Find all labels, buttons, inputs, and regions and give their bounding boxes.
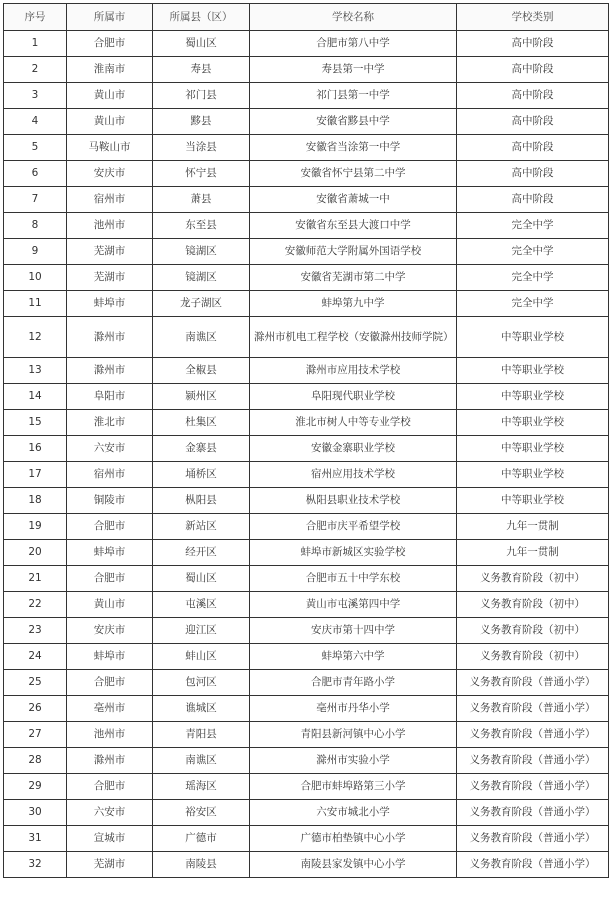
cell-type: 义务教育阶段（普通小学） [457,748,609,774]
cell-county: 经开区 [153,540,250,566]
cell-city: 芜湖市 [67,239,153,265]
cell-school: 安庆市第十四中学 [250,618,457,644]
cell-city: 滁州市 [67,748,153,774]
cell-school: 枞阳县职业技术学校 [250,488,457,514]
cell-type: 完全中学 [457,265,609,291]
table-header [4,4,609,31]
cell-school: 蚌埠第九中学 [250,291,457,317]
cell-no: 32 [4,852,67,878]
cell-school: 合肥市蚌埠路第三小学 [250,774,457,800]
cell-type: 义务教育阶段（普通小学） [457,852,609,878]
cell-county: 蚌山区 [153,644,250,670]
cell-school: 南陵县家发镇中心小学 [250,852,457,878]
table-row [4,514,609,540]
cell-no: 28 [4,748,67,774]
table-row [4,265,609,291]
table-row [4,696,609,722]
cell-county: 蜀山区 [153,31,250,57]
cell-city: 六安市 [67,436,153,462]
cell-city: 芜湖市 [67,852,153,878]
cell-county: 南陵县 [153,852,250,878]
cell-type: 完全中学 [457,213,609,239]
cell-city: 池州市 [67,722,153,748]
cell-no: 1 [4,31,67,57]
cell-type: 义务教育阶段（初中） [457,566,609,592]
cell-type: 中等职业学校 [457,384,609,410]
cell-school: 安徽省萧城一中 [250,187,457,213]
cell-school: 淮北市树人中等专业学校 [250,410,457,436]
cell-city: 蚌埠市 [67,291,153,317]
cell-county: 埇桥区 [153,462,250,488]
cell-no: 10 [4,265,67,291]
cell-school: 青阳县新河镇中心小学 [250,722,457,748]
cell-type: 完全中学 [457,291,609,317]
cell-city: 合肥市 [67,670,153,696]
cell-type: 中等职业学校 [457,410,609,436]
cell-type: 高中阶段 [457,109,609,135]
table-row [4,109,609,135]
table-row [4,83,609,109]
table-row [4,748,609,774]
cell-no: 25 [4,670,67,696]
cell-type: 义务教育阶段（初中） [457,644,609,670]
table-row [4,670,609,696]
cell-no: 23 [4,618,67,644]
cell-school: 阜阳现代职业学校 [250,384,457,410]
cell-school: 六安市城北小学 [250,800,457,826]
cell-school: 合肥市五十中学东校 [250,566,457,592]
table-row [4,187,609,213]
cell-no: 8 [4,213,67,239]
cell-school: 安徽省芜湖市第二中学 [250,265,457,291]
cell-city: 淮北市 [67,410,153,436]
table-body [4,31,609,878]
cell-city: 蚌埠市 [67,644,153,670]
cell-school: 滁州市应用技术学校 [250,358,457,384]
cell-type: 高中阶段 [457,83,609,109]
cell-type: 义务教育阶段（初中） [457,618,609,644]
cell-no: 27 [4,722,67,748]
table-row [4,644,609,670]
cell-type: 高中阶段 [457,187,609,213]
cell-no: 2 [4,57,67,83]
cell-no: 13 [4,358,67,384]
cell-type: 九年一贯制 [457,514,609,540]
cell-county: 镜湖区 [153,265,250,291]
cell-no: 14 [4,384,67,410]
table-row [4,566,609,592]
cell-county: 金寨县 [153,436,250,462]
cell-no: 30 [4,800,67,826]
cell-city: 亳州市 [67,696,153,722]
table-row [4,592,609,618]
cell-no: 18 [4,488,67,514]
cell-type: 义务教育阶段（普通小学） [457,800,609,826]
table-row [4,618,609,644]
cell-school: 滁州市机电工程学校（安徽滁州技师学院） [250,317,457,358]
cell-type: 九年一贯制 [457,540,609,566]
cell-county: 东至县 [153,213,250,239]
cell-type: 义务教育阶段（普通小学） [457,826,609,852]
cell-type: 中等职业学校 [457,436,609,462]
cell-type: 中等职业学校 [457,358,609,384]
table-row [4,57,609,83]
cell-school: 寿县第一中学 [250,57,457,83]
table-row [4,800,609,826]
cell-school: 安徽师范大学附属外国语学校 [250,239,457,265]
cell-county: 黟县 [153,109,250,135]
table-row [4,722,609,748]
cell-city: 宿州市 [67,462,153,488]
cell-city: 马鞍山市 [67,135,153,161]
cell-no: 26 [4,696,67,722]
table-row [4,852,609,878]
cell-no: 7 [4,187,67,213]
column-header-no: 序号 [4,4,67,31]
cell-county: 瑶海区 [153,774,250,800]
cell-school: 合肥市青年路小学 [250,670,457,696]
cell-no: 15 [4,410,67,436]
cell-city: 滁州市 [67,358,153,384]
cell-county: 枞阳县 [153,488,250,514]
cell-county: 新站区 [153,514,250,540]
cell-county: 广德市 [153,826,250,852]
cell-city: 池州市 [67,213,153,239]
cell-county: 南谯区 [153,317,250,358]
table-row [4,436,609,462]
table-row [4,488,609,514]
cell-city: 安庆市 [67,161,153,187]
table-row [4,826,609,852]
cell-no: 12 [4,317,67,358]
cell-city: 阜阳市 [67,384,153,410]
cell-county: 迎江区 [153,618,250,644]
cell-no: 5 [4,135,67,161]
cell-county: 杜集区 [153,410,250,436]
cell-school: 合肥市庆平希望学校 [250,514,457,540]
cell-school: 祁门县第一中学 [250,83,457,109]
cell-no: 29 [4,774,67,800]
cell-school: 蚌埠第六中学 [250,644,457,670]
cell-county: 裕安区 [153,800,250,826]
cell-city: 黄山市 [67,592,153,618]
table-row [4,384,609,410]
cell-no: 17 [4,462,67,488]
cell-county: 萧县 [153,187,250,213]
column-header-county: 所属县（区） [153,4,250,31]
table-row [4,358,609,384]
cell-type: 义务教育阶段（普通小学） [457,696,609,722]
cell-no: 3 [4,83,67,109]
cell-school: 滁州市实验小学 [250,748,457,774]
cell-county: 谯城区 [153,696,250,722]
cell-school: 广德市柏垫镇中心小学 [250,826,457,852]
cell-city: 蚌埠市 [67,540,153,566]
cell-type: 义务教育阶段（初中） [457,592,609,618]
cell-type: 中等职业学校 [457,462,609,488]
cell-type: 义务教育阶段（普通小学） [457,774,609,800]
column-header-school: 学校名称 [250,4,457,31]
cell-school: 黄山市屯溪第四中学 [250,592,457,618]
cell-no: 31 [4,826,67,852]
cell-type: 中等职业学校 [457,317,609,358]
cell-county: 南谯区 [153,748,250,774]
table-row [4,213,609,239]
cell-county: 蜀山区 [153,566,250,592]
cell-city: 宿州市 [67,187,153,213]
cell-no: 24 [4,644,67,670]
cell-county: 祁门县 [153,83,250,109]
cell-county: 包河区 [153,670,250,696]
cell-school: 安徽省当涂第一中学 [250,135,457,161]
cell-school: 亳州市丹华小学 [250,696,457,722]
cell-city: 合肥市 [67,774,153,800]
cell-city: 宣城市 [67,826,153,852]
header-row [4,4,609,31]
table-row [4,774,609,800]
cell-school: 合肥市第八中学 [250,31,457,57]
cell-school: 蚌埠市新城区实验学校 [250,540,457,566]
cell-no: 22 [4,592,67,618]
column-header-type: 学校类别 [457,4,609,31]
cell-city: 合肥市 [67,514,153,540]
cell-type: 义务教育阶段（普通小学） [457,722,609,748]
cell-type: 高中阶段 [457,31,609,57]
table-row [4,462,609,488]
cell-no: 19 [4,514,67,540]
column-header-city: 所属市 [67,4,153,31]
cell-school: 安徽省黟县中学 [250,109,457,135]
cell-city: 滁州市 [67,317,153,358]
cell-city: 安庆市 [67,618,153,644]
table-row [4,31,609,57]
cell-county: 全椒县 [153,358,250,384]
cell-no: 16 [4,436,67,462]
cell-county: 寿县 [153,57,250,83]
cell-county: 镜湖区 [153,239,250,265]
cell-type: 完全中学 [457,239,609,265]
cell-no: 4 [4,109,67,135]
table-row [4,239,609,265]
cell-type: 高中阶段 [457,135,609,161]
school-list-table [3,3,609,878]
table-row [4,410,609,436]
table-row [4,317,609,358]
table-row [4,135,609,161]
table-row [4,291,609,317]
cell-type: 中等职业学校 [457,488,609,514]
cell-county: 青阳县 [153,722,250,748]
cell-school: 安徽省东至县大渡口中学 [250,213,457,239]
cell-no: 20 [4,540,67,566]
cell-city: 铜陵市 [67,488,153,514]
cell-county: 颍州区 [153,384,250,410]
cell-city: 合肥市 [67,31,153,57]
cell-no: 21 [4,566,67,592]
cell-city: 淮南市 [67,57,153,83]
cell-city: 黄山市 [67,109,153,135]
cell-county: 当涂县 [153,135,250,161]
cell-no: 9 [4,239,67,265]
cell-county: 怀宁县 [153,161,250,187]
cell-city: 黄山市 [67,83,153,109]
cell-type: 高中阶段 [457,57,609,83]
cell-school: 宿州应用技术学校 [250,462,457,488]
cell-type: 义务教育阶段（普通小学） [457,670,609,696]
cell-city: 芜湖市 [67,265,153,291]
table-row [4,161,609,187]
cell-no: 11 [4,291,67,317]
table-row [4,540,609,566]
cell-city: 六安市 [67,800,153,826]
cell-city: 合肥市 [67,566,153,592]
cell-school: 安徽省怀宁县第二中学 [250,161,457,187]
cell-type: 高中阶段 [457,161,609,187]
cell-no: 6 [4,161,67,187]
cell-county: 屯溪区 [153,592,250,618]
cell-school: 安徽金寨职业学校 [250,436,457,462]
cell-county: 龙子湖区 [153,291,250,317]
